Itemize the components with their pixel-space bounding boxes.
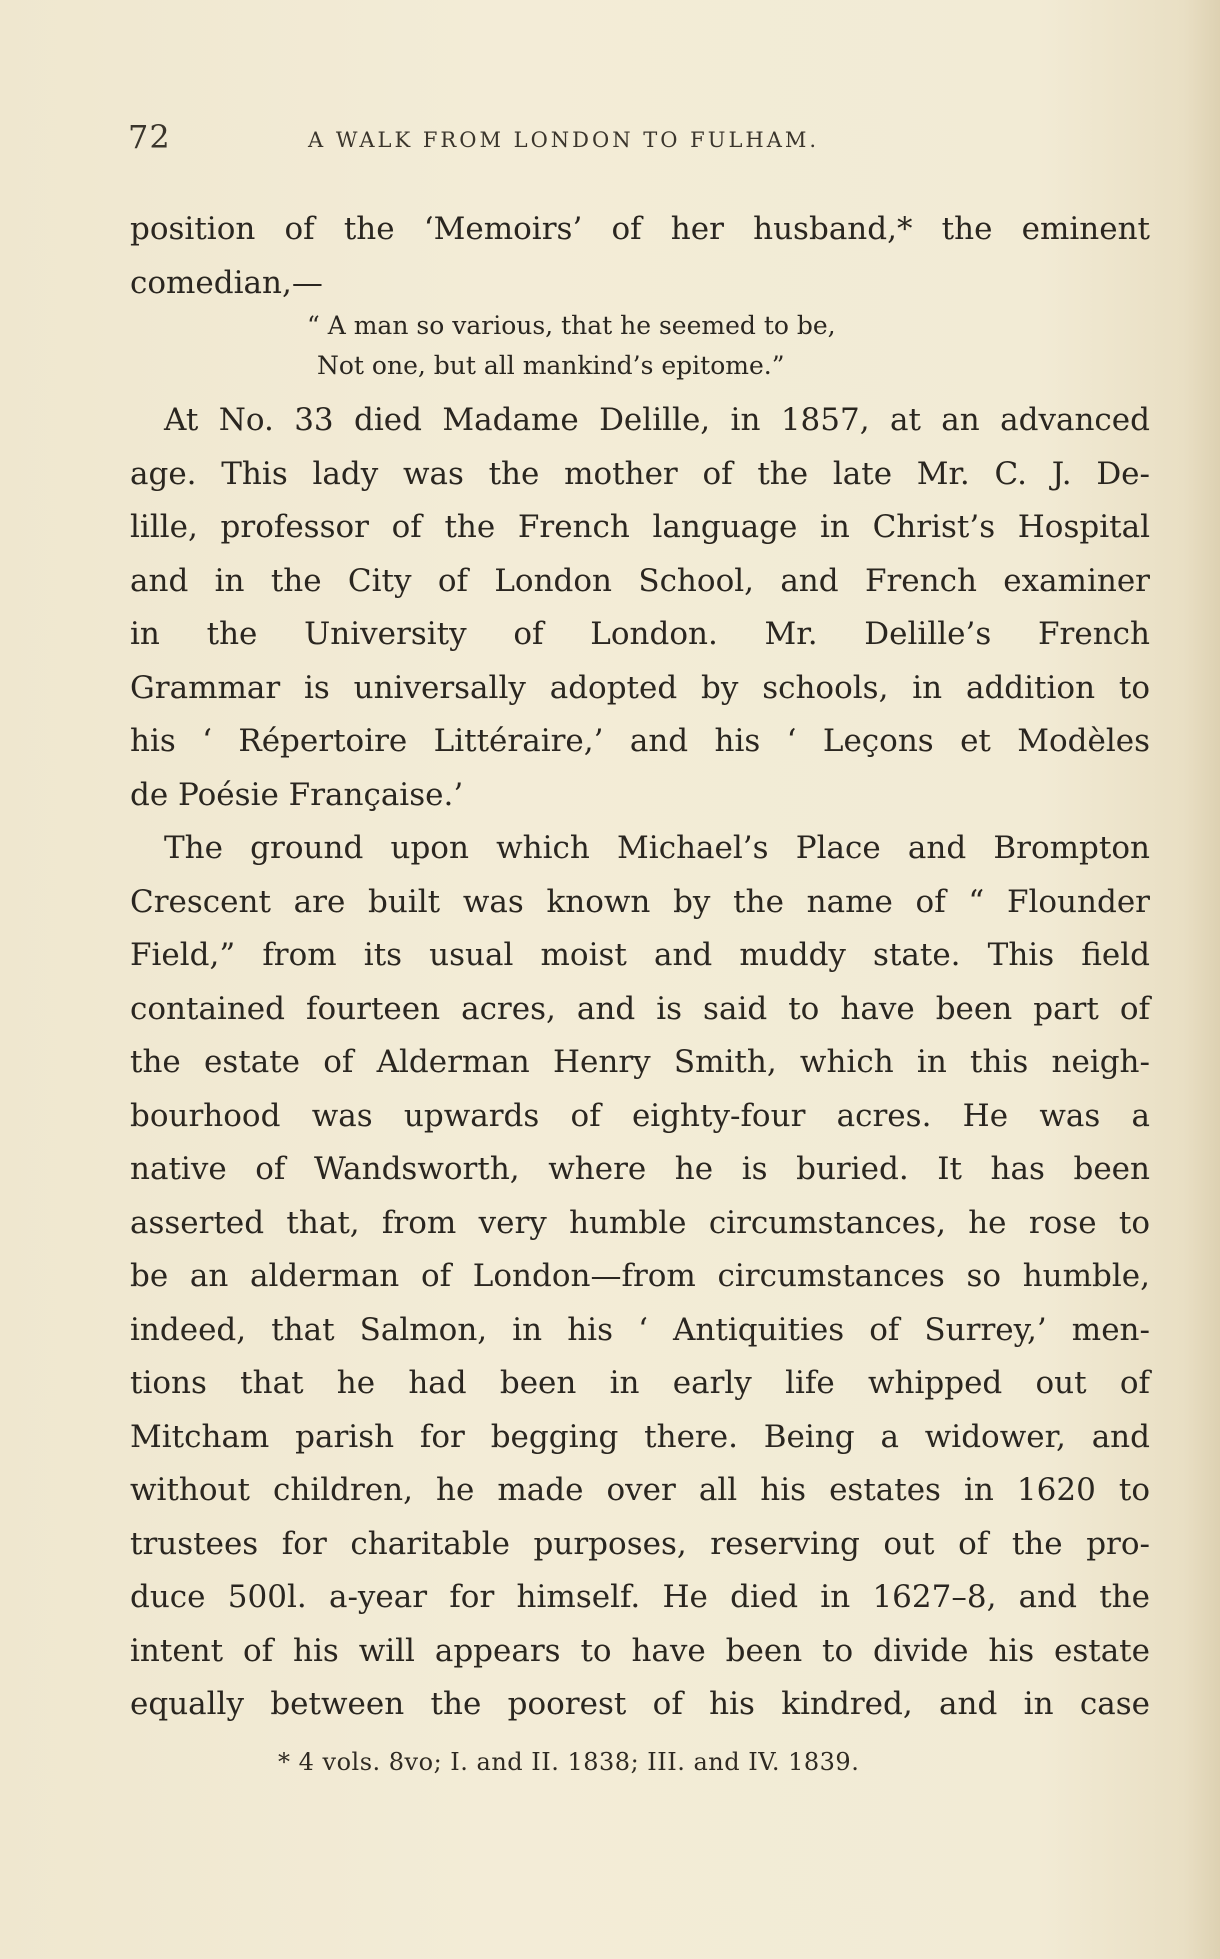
text-line: Mitcham parish for begging there. Being a widower, and	[130, 1418, 1150, 1455]
paragraph-delille	[130, 394, 1150, 822]
text-line: asserted that, from very humble circumstances, he rose to	[130, 1204, 1150, 1241]
text-line: the estate of Alderman Henry Smith, which in this neigh-	[130, 1044, 1150, 1080]
text-line: duce 500l. a-year for himself. He died in 1627–8, and the	[130, 1579, 1150, 1615]
text-line: indeed, that Salmon, in his ‘ Antiquities of Surrey,’ men-	[130, 1311, 1150, 1348]
page-header	[128, 118, 968, 162]
verse-quote	[130, 306, 1150, 386]
body-text	[130, 203, 1150, 1732]
verse-line: Not one, but all mankind’s epitome.”	[317, 351, 785, 380]
text-line: Grammar is universally adopted by schools, in addition to	[130, 669, 1150, 706]
text-line: without children, he made over all his estates in 1620 to	[130, 1472, 1150, 1508]
footnote: * 4 vols. 8vo; I. and II. 1838; III. and IV. 1839.	[278, 1748, 860, 1776]
text-line: At No. 33 died Madame Delille, in 1857, at an advanced	[164, 402, 1150, 438]
paragraph-flounder-field	[130, 822, 1150, 1732]
text-line: native of Wandsworth, where he is buried. It has been	[130, 1151, 1150, 1187]
verse-line: “ A man so various, that he seemed to be,	[307, 311, 836, 340]
text-line: Crescent are built was known by the name of “ Flounder	[130, 883, 1150, 920]
text-line: contained fourteen acres, and is said to have been part of	[130, 990, 1150, 1027]
text-line: de Poésie Française.’	[130, 776, 464, 813]
text-line: equally between the poorest of his kindred, and in case	[130, 1686, 1150, 1722]
text-line: comedian,—	[130, 264, 323, 301]
text-line: and in the City of London School, and French examiner	[130, 562, 1150, 599]
text-line: position of the ‘Memoirs’ of her husband,* the eminent	[130, 211, 1150, 247]
text-line: The ground upon which Michael’s Place and Brompton	[164, 830, 1150, 866]
text-line: in the University of London. Mr. Delille’s French	[130, 616, 1150, 652]
text-line: Field,” from its usual moist and muddy state. This field	[130, 937, 1150, 973]
text-line: trustees for charitable purposes, reserving out of the pro-	[130, 1525, 1150, 1562]
text-line: lille, professor of the French language in Christ’s Hospital	[130, 509, 1150, 545]
page-number: 72	[128, 118, 171, 156]
text-line: be an alderman of London—from circumstances so humble,	[130, 1258, 1150, 1294]
text-line: bourhood was upwards of eighty-four acres. He was a	[130, 1097, 1150, 1134]
text-line: his ‘ Répertoire Littéraire,’ and his ‘ Leçons et Modèles	[130, 723, 1150, 759]
text-line: age. This lady was the mother of the late Mr. C. J. De-	[130, 455, 1150, 492]
text-line: intent of his will appears to have been to divide his estate	[130, 1632, 1150, 1669]
running-head: A WALK FROM LONDON TO FULHAM.	[308, 128, 820, 152]
text-line: tions that he had been in early life whipped out of	[130, 1365, 1150, 1401]
